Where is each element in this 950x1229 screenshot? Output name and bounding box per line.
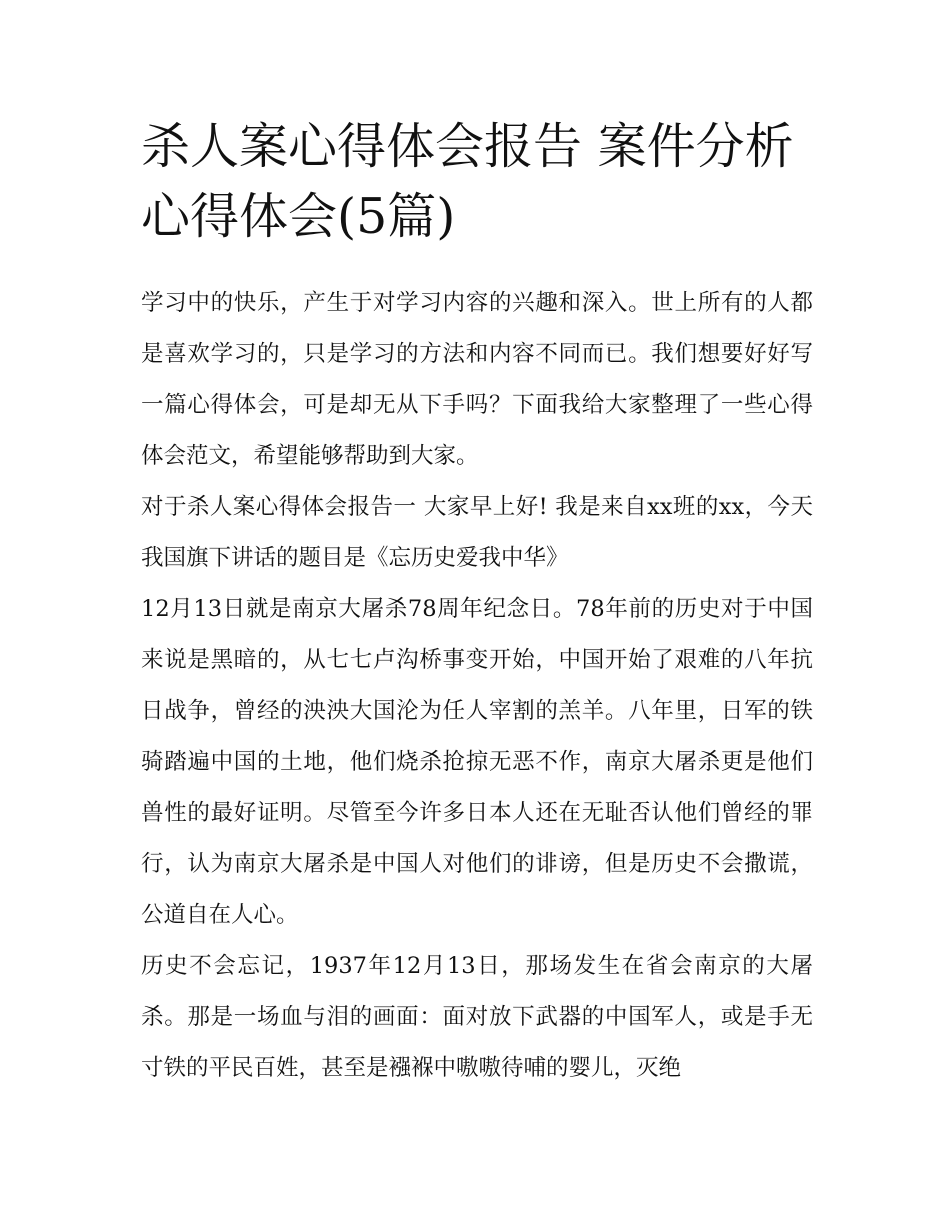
- paragraph-speech-opening: 对于杀人案心得体会报告一 大家早上好! 我是来自xx班的xx，今天我国旗下讲话的题目是《忘历史爱我中华》: [141, 494, 813, 571]
- paragraph-massacre: 历史不会忘记，1937年12月13日，那场发生在省会南京的大屠杀。那是一场血与泪的画面：面对放下武器的中国军人，或是手无寸铁的平民百姓，甚至是襁褓中嗷嗷待哺的婴儿，灭绝: [141, 953, 813, 1081]
- paragraph-history: 12月13日就是南京大屠杀78周年纪念日。78年前的历史对于中国来说是黑暗的，从七七卢沟桥事变开始，中国开始了艰难的八年抗日战争，曾经的泱泱大国沦为任人宰割的羔羊。八年里，日军的铁骑踏遍中国的土地，他们烧杀抢掠无恶不作，南京大屠杀更是他们兽性的最好证明。尽管至今许多日本人还在无耻否认他们曾经的罪行，认为南京大屠杀是中国人对他们的诽谤，但是历史不会撒谎，公道自在人心。: [141, 596, 813, 928]
- paragraph-intro: 学习中的快乐，产生于对学习内容的兴趣和深入。世上所有的人都是喜欢学习的，只是学习的方法和内容不同而已。我们想要好好写一篇心得体会，可是却无从下手吗？下面我给大家整理了一些心得体会范文，希望能够帮助到大家。: [141, 290, 813, 469]
- document-title: 杀人案心得体会报告 案件分析心得体会(5篇): [141, 118, 794, 245]
- document-body: [141, 278, 813, 1094]
